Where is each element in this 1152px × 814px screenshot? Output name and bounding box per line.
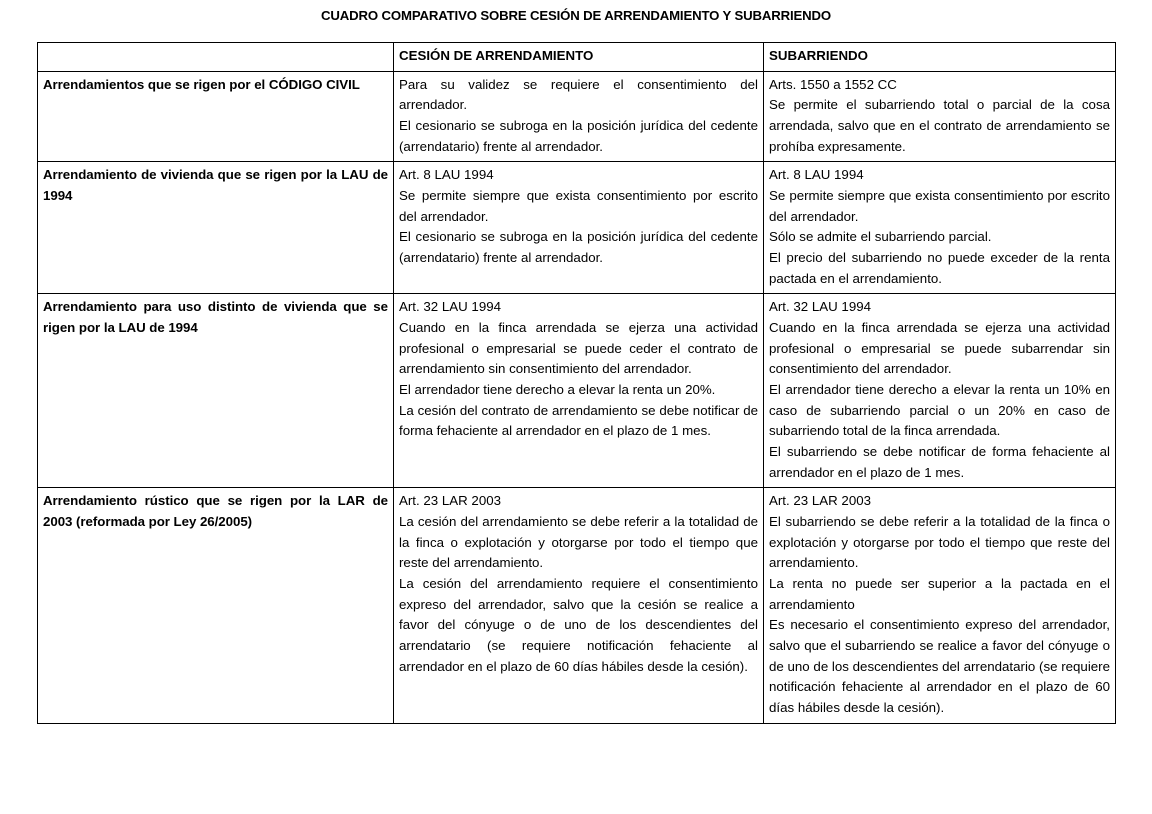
paragraph: El cesionario se subroga en la posición jurídica del cedente (arrendatario) frente al arrendador. [399, 229, 758, 266]
paragraph: Cuando en la finca arrendada se ejerza una actividad profesional o empresarial se puede subarrendar sin consentimiento del arrendador. [769, 320, 1110, 377]
comparison-table [37, 42, 1116, 724]
paragraph: El arrendador tiene derecho a elevar la renta un 20%. [399, 382, 716, 398]
row-label-vivienda-lau-1994: Arrendamiento de vivienda que se rigen por la LAU de 1994 [38, 162, 394, 294]
row-label-uso-distinto-vivienda: Arrendamiento para uso distinto de vivienda que se rigen por la LAU de 1994 [38, 294, 394, 488]
paragraph: Se permite siempre que exista consentimiento por escrito del arrendador. [399, 188, 758, 224]
paragraph: Art. 8 LAU 1994 [769, 167, 864, 183]
paragraph: Para su validez se requiere el consentimiento del arrendador. [399, 76, 758, 113]
cell-cesion-vivienda-lau-1994 [394, 162, 764, 294]
column-header-blank [38, 43, 394, 72]
row-label-rustico-lar-2003: Arrendamiento rústico que se rigen por la LAR de 2003 (reformada por Ley 26/2005) [38, 488, 394, 723]
column-header-cesion: CESIÓN DE ARRENDAMIENTO [394, 43, 764, 72]
paragraph: Art. 23 LAR 2003 [769, 493, 872, 509]
paragraph: El subarriendo se debe notificar de forma fehaciente al arrendador en el plazo de 1 mes. [769, 444, 1110, 480]
paragraph: El cesionario se subroga en la posición jurídica del cedente (arrendatario) frente al arrendador. [399, 118, 758, 154]
table-row [38, 71, 1116, 162]
cell-subarriendo-vivienda-lau-1994 [764, 162, 1116, 294]
paragraph: Se permite el subarriendo total o parcial de la cosa arrendada, salvo que en el contrato de arrendamiento se prohíba expresamente. [769, 97, 1110, 154]
paragraph: Art. 32 LAU 1994 [769, 299, 872, 315]
paragraph: Sólo se admite el subarriendo parcial. [769, 229, 992, 245]
paragraph: La cesión del arrendamiento requiere el consentimiento expreso del arrendador, salvo que la cesión se realice a favor del cónyuge o de uno de los descendientes del arrendatario (se requiere notificación fehaciente al arrendador en el plazo de 60 días hábiles desde la cesión). [399, 576, 758, 674]
paragraph: El precio del subarriendo no puede exceder de la renta pactada en el arrendamiento. [769, 250, 1110, 286]
paragraph: Cuando en la finca arrendada se ejerza una actividad profesional o empresarial se puede ceder el contrato de arrendamiento sin consentimiento del arrendador. [399, 320, 758, 377]
paragraph: La cesión del contrato de arrendamiento se debe notificar de forma fehaciente al arrendador en el plazo de 1 mes. [399, 402, 758, 439]
paragraph: Art. 23 LAR 2003 [399, 493, 502, 509]
cell-cesion-uso-distinto-vivienda [394, 294, 764, 488]
table-row [38, 162, 1116, 294]
paragraph: Es necesario el consentimiento expreso del arrendador, salvo que el subarriendo se realice a favor del cónyuge o de uno de los descendientes del arrendatario (se requiere notificación fehaciente al arrendador en el plazo de 60 días hábiles desde la cesión). [769, 617, 1110, 716]
page-title: CUADRO COMPARATIVO SOBRE CESIÓN DE ARRENDAMIENTO Y SUBARRIENDO [321, 8, 831, 23]
cell-subarriendo-uso-distinto-vivienda [764, 294, 1116, 488]
cell-subarriendo-rustico-lar-2003 [764, 488, 1116, 723]
paragraph: Se permite siempre que exista consentimiento por escrito del arrendador. [769, 188, 1110, 224]
column-header-subarriendo: SUBARRIENDO [764, 43, 1116, 72]
table-row [38, 488, 1116, 723]
cell-cesion-codigo-civil [394, 71, 764, 162]
paragraph: La renta no puede ser superior a la pactada en el arrendamiento [769, 576, 1110, 612]
table-row [38, 294, 1116, 488]
paragraph: Art. 8 LAU 1994 [399, 167, 494, 183]
cell-subarriendo-codigo-civil [764, 71, 1116, 162]
cell-cesion-rustico-lar-2003 [394, 488, 764, 723]
comparison-table-container [37, 42, 1115, 724]
paragraph: La cesión del arrendamiento se debe referir a la totalidad de la finca o explotación y otorgarse por todo el tiempo que reste del arrendamiento. [399, 514, 758, 571]
paragraph: El arrendador tiene derecho a elevar la renta un 10% en caso de subarriendo parcial o un 20% en caso de subarriendo total de la finca arrendada. [769, 382, 1110, 439]
paragraph: Arts. 1550 a 1552 CC [769, 76, 897, 92]
paragraph: El subarriendo se debe referir a la totalidad de la finca o explotación y otorgarse por todo el tiempo que reste del arrendamiento. [769, 514, 1110, 571]
table-header-row [38, 43, 1116, 72]
paragraph: Art. 32 LAU 1994 [399, 299, 502, 315]
row-label-codigo-civil: Arrendamientos que se rigen por el CÓDIGO CIVIL [38, 71, 394, 162]
